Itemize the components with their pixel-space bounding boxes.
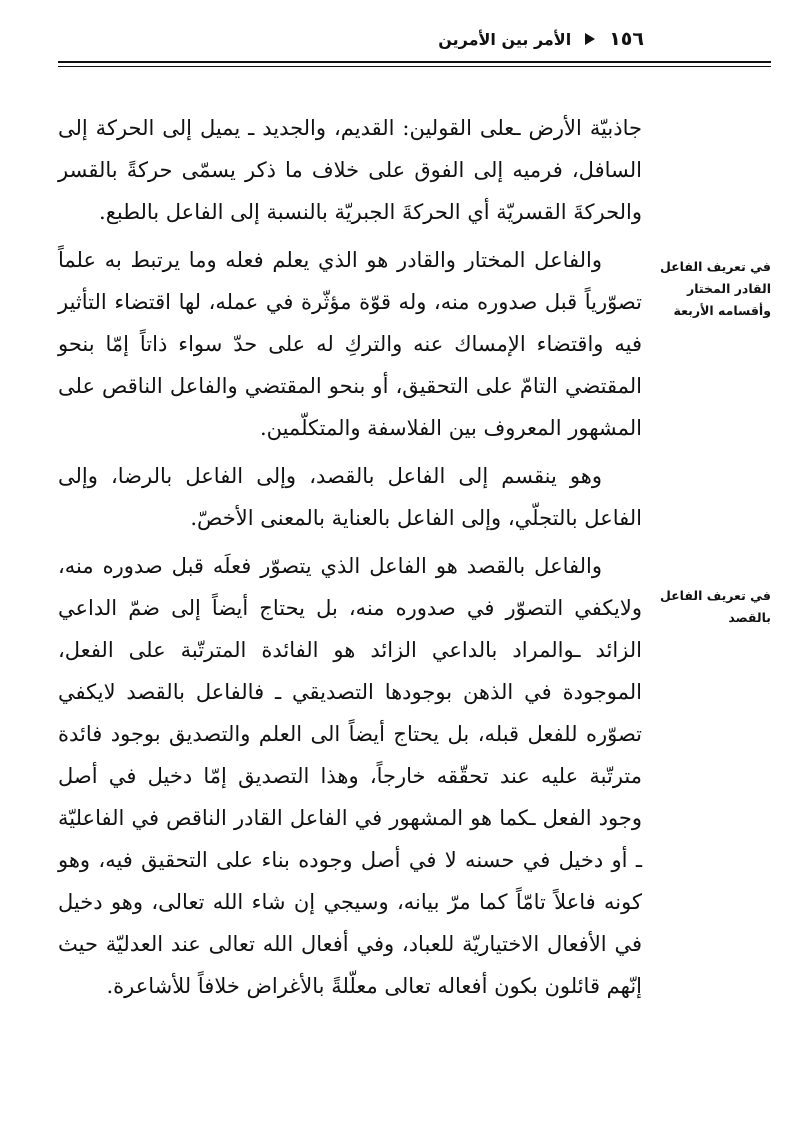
paragraph: والفاعل المختار والقادر هو الذي يعلم فعله وما يرتبط به علماً تصوّرياً قبل صدوره منه، وله قوّة مؤثّرة في عمله، لها اقتضاء التأثير فيه واقتضاء الإمساك عنه والتركِ له على حدّ سواء ذاتاً إمّا بنحو المقتضي التامّ على التحقيق، أو بنحو المقتضي والفاعل الناقص على المشهور المعروف بين الفلاسفة والمتكلّمين. xyxy=(58,248,642,440)
page-header xyxy=(438,28,644,50)
header-rule-thin xyxy=(58,66,771,67)
triangle-icon xyxy=(585,33,595,45)
margin-note: في تعريف الفاعل بالقصد xyxy=(659,588,771,625)
header-rule-thick xyxy=(58,61,771,63)
margin-note: في تعريف الفاعل القادر المختار وأقسامه الأربعة xyxy=(659,259,771,318)
paragraph: وهو ينقسم إلى الفاعل بالقصد، وإلى الفاعل بالرضا، وإلى الفاعل بالتجلّي، وإلى الفاعل بالعناية بالمعنى الأخصّ. xyxy=(58,464,642,530)
page-number: ١٥٦ xyxy=(609,28,644,50)
paragraph: جاذبيّة الأرض ـعلى القولين: القديم، والجديد ـ يميل إلى الحركة إلى السافل، فرميه إلى الفوق على خلاف ما ذكر يسمّى حركةً بالقسر والحركةَ القسريّة أي الحركةَ الجبريّة بالنسبة إلى الفاعل بالطبع. xyxy=(58,116,642,224)
paragraph: والفاعل بالقصد هو الفاعل الذي يتصوّر فعلَه قبل صدوره منه، ولايكفي التصوّر في صدوره منه، بل يحتاج أيضاً إلى ضمّ الداعي الزائد ـوالمراد بالداعي الزائد هو الفائدة المترتّبة على الفعل، الموجودة في الذهن بوجودها التصديقي ـ فالفاعل بالقصد لايكفي تصوّره للفعل قبله، بل يحتاج أيضاً الى العلم والتصديق بوجود فائدة مترتّبة عليه عند تحقّقه خارجاً، وهذا التصديق إمّا دخيل في أصل وجود الفعل ـكما هو المشهور في الفاعل القادر الناقص في الفاعليّة ـ أو دخيل في حسنه لا في أصل وجوده بناء على التحقيق فيه، وهو كونه فاعلاً تامّاً كما مرّ بيانه، وسيجي إن شاء الله تعالى، وهو دخيل في الأفعال الاختياريّة للعباد، وفي أفعال الله تعالى عند العدليّة حيث إنّهم قائلون بكون أفعاله تعالى معلّلةً بالأغراض خلافاً للأشاعرة. xyxy=(58,554,642,998)
main-text xyxy=(58,107,642,1013)
running-title: الأمر بين الأمرين xyxy=(438,29,572,49)
